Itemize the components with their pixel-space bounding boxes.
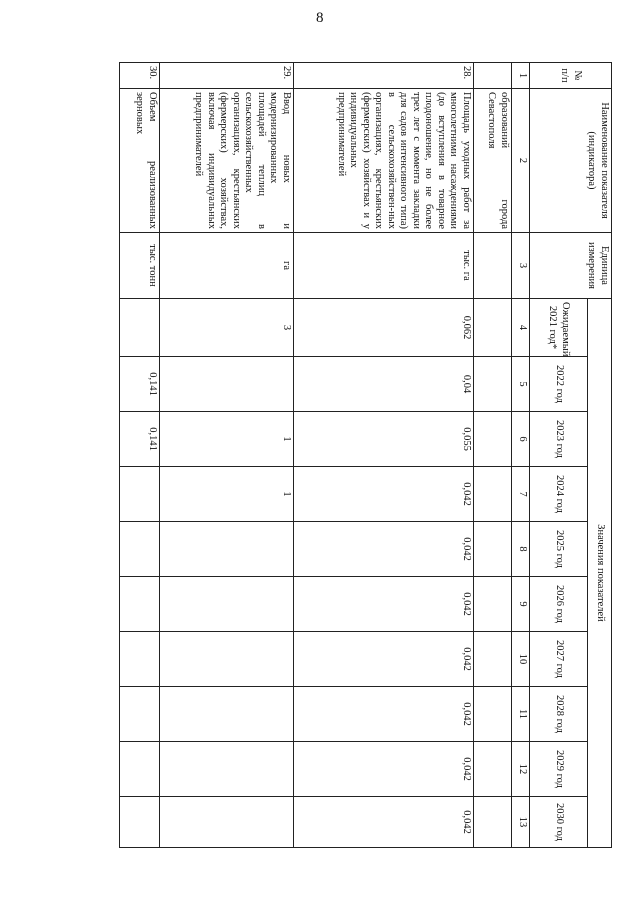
- value-cell: [160, 687, 294, 742]
- header-year: 2022 год: [530, 357, 588, 412]
- value-cell: [474, 299, 512, 357]
- indicators-table: [119, 62, 612, 848]
- table-row: [160, 63, 294, 848]
- column-number: 3: [512, 233, 530, 299]
- header-unit: Единица измерения: [530, 233, 612, 299]
- header-no: № п/п: [530, 63, 612, 89]
- unit-cell: [474, 233, 512, 299]
- column-number: 12: [512, 742, 530, 797]
- value-cell: [120, 522, 160, 577]
- value-cell: [474, 522, 512, 577]
- row-number: 29.: [160, 63, 294, 89]
- unit-cell: га: [160, 233, 294, 299]
- header-year: 2030 год: [530, 797, 588, 848]
- unit-cell: тыс. га: [294, 233, 474, 299]
- value-cell: 0,141: [120, 357, 160, 412]
- column-number: 13: [512, 797, 530, 848]
- value-cell: 0,062: [294, 299, 474, 357]
- value-cell: 0,042: [294, 632, 474, 687]
- value-cell: [120, 797, 160, 848]
- header-name: Наименование показателя (индикатора): [530, 89, 612, 233]
- header-year: Ожидаемый 2021 год*: [530, 299, 588, 357]
- value-cell: [160, 797, 294, 848]
- value-cell: [474, 797, 512, 848]
- value-cell: 0,042: [294, 687, 474, 742]
- value-cell: [160, 577, 294, 632]
- value-cell: [160, 632, 294, 687]
- value-cell: [160, 357, 294, 412]
- header-year: 2024 год: [530, 467, 588, 522]
- value-cell: [474, 467, 512, 522]
- value-cell: [120, 577, 160, 632]
- column-number: 6: [512, 412, 530, 467]
- value-cell: 1: [160, 467, 294, 522]
- header-values-group: Значения показателей: [588, 299, 612, 848]
- column-number: 1: [512, 63, 530, 89]
- value-cell: 0,055: [294, 412, 474, 467]
- indicator-name: образований города Севастополя: [474, 89, 512, 233]
- value-cell: [474, 742, 512, 797]
- header-year: 2025 год: [530, 522, 588, 577]
- value-cell: 0,042: [294, 522, 474, 577]
- indicator-name: Ввод новых и модернизированных площадей теплиц в сельскохозяйственных организациях, крестьянских (фермерских) хозяйствах, включая индивидуальных предпринимателей: [160, 89, 294, 233]
- column-number: 8: [512, 522, 530, 577]
- value-cell: [474, 632, 512, 687]
- value-cell: 0,042: [294, 467, 474, 522]
- rotated-table-wrapper: [100, 62, 612, 847]
- column-number: 7: [512, 467, 530, 522]
- column-number: 2: [512, 89, 530, 233]
- column-number: 4: [512, 299, 530, 357]
- value-cell: 0,042: [294, 577, 474, 632]
- row-number: [474, 63, 512, 89]
- column-number: 9: [512, 577, 530, 632]
- table-row: [120, 63, 160, 848]
- value-cell: [120, 742, 160, 797]
- value-cell: 3: [160, 299, 294, 357]
- table-row: [474, 63, 512, 848]
- indicator-name: Площадь уходных работ за многолетними насаждениями (до вступления в товарное плодоношение, но не более трех лет с момента закладки для садов интенсивного типа) в сельскохозяйствен-ных организациях, крестьянских (фермерских) хозяйствах и у индивидуальных предпринимателей: [294, 89, 474, 233]
- value-cell: [120, 632, 160, 687]
- row-number: 30.: [120, 63, 160, 89]
- value-cell: [120, 467, 160, 522]
- column-number: 10: [512, 632, 530, 687]
- value-cell: [120, 299, 160, 357]
- value-cell: [474, 687, 512, 742]
- value-cell: 0,042: [294, 742, 474, 797]
- column-number: 11: [512, 687, 530, 742]
- value-cell: [160, 522, 294, 577]
- value-cell: [160, 742, 294, 797]
- header-year: 2029 год: [530, 742, 588, 797]
- value-cell: [474, 412, 512, 467]
- value-cell: 0,042: [294, 797, 474, 848]
- row-number: 28.: [294, 63, 474, 89]
- column-number: 5: [512, 357, 530, 412]
- header-year: 2023 год: [530, 412, 588, 467]
- value-cell: [474, 357, 512, 412]
- page-number: 8: [316, 10, 324, 26]
- value-cell: [474, 577, 512, 632]
- value-cell: 0,141: [120, 412, 160, 467]
- header-year: 2028 год: [530, 687, 588, 742]
- header-year: 2027 год: [530, 632, 588, 687]
- value-cell: [120, 687, 160, 742]
- table-row: [294, 63, 474, 848]
- value-cell: 1: [160, 412, 294, 467]
- header-year: 2026 год: [530, 577, 588, 632]
- unit-cell: тыс. тонн: [120, 233, 160, 299]
- value-cell: 0,04: [294, 357, 474, 412]
- indicator-name: Объем реализованных зерновых: [120, 89, 160, 233]
